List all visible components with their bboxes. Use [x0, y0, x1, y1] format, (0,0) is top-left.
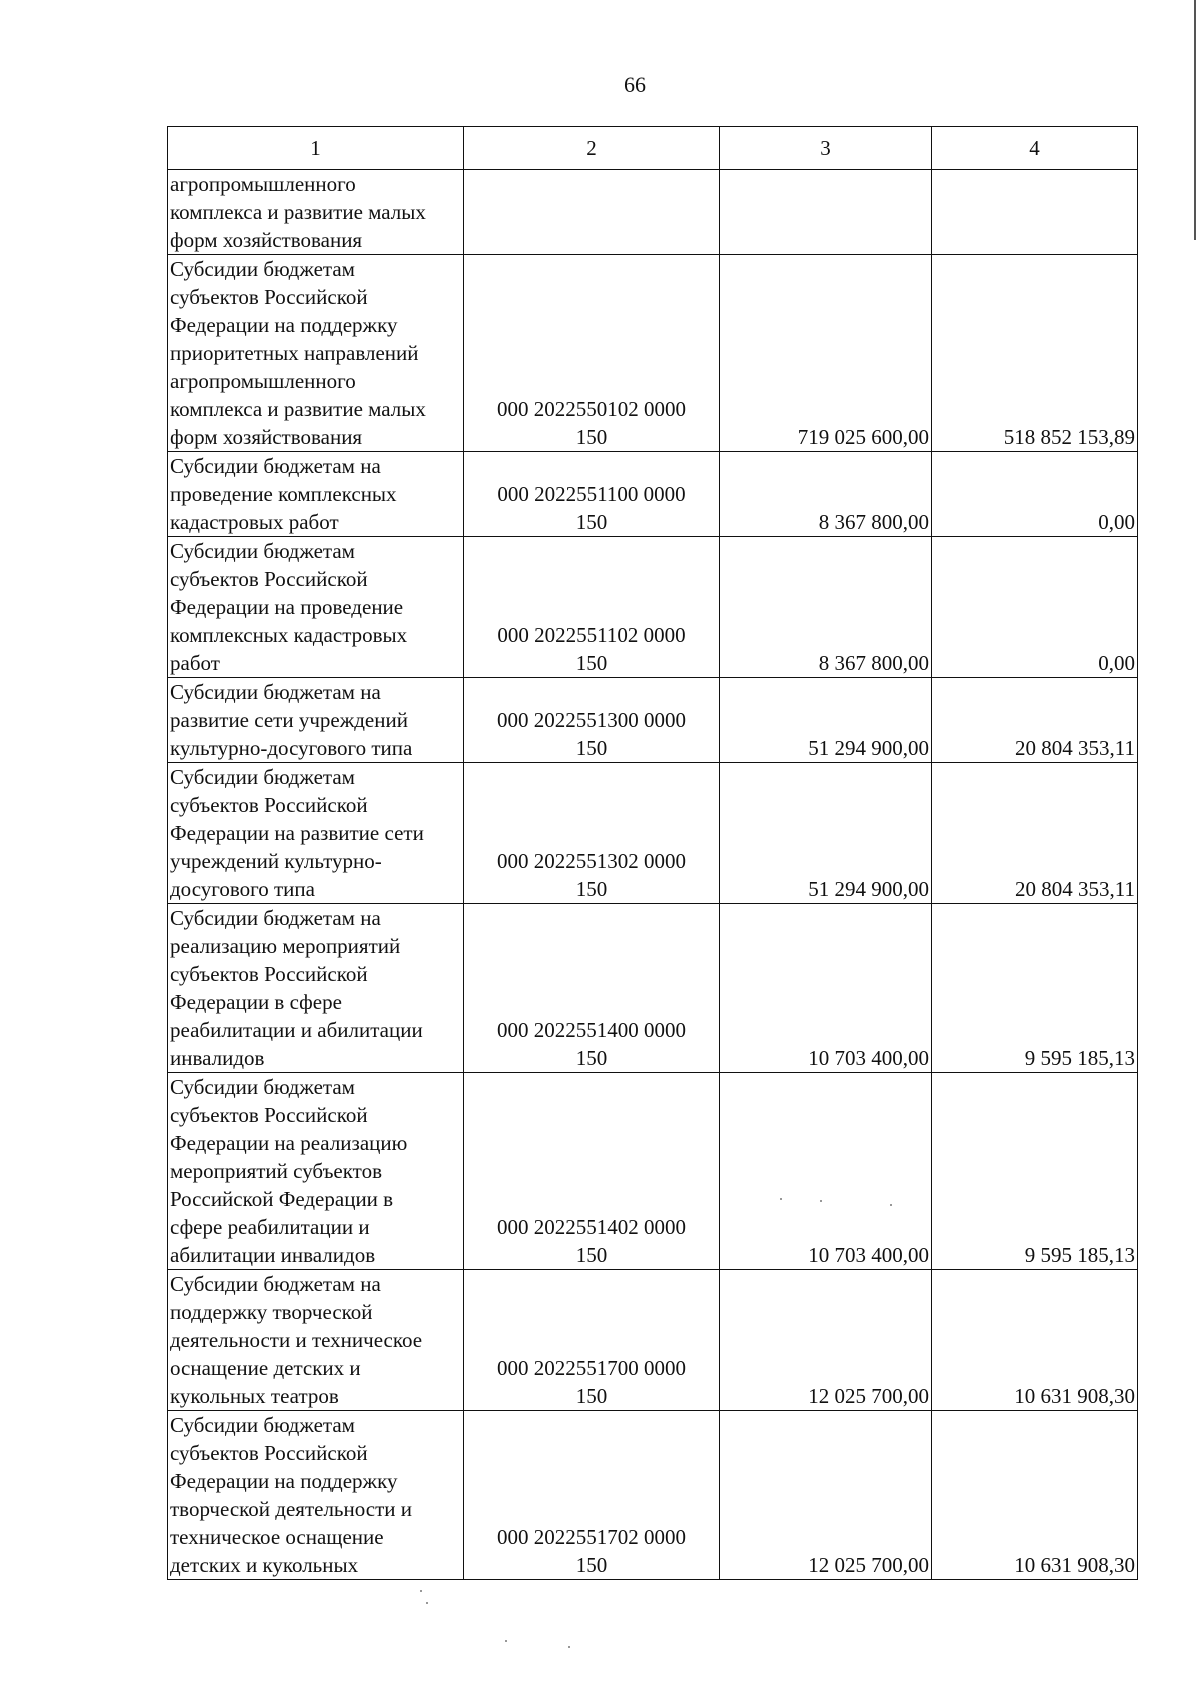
row-name-cell: Субсидии бюджетам на развитие сети учреждений культурно-досугового типа: [168, 678, 464, 763]
row-code-cell: 000 2022551400 0000 150: [464, 904, 720, 1073]
table-header-row: [168, 127, 1138, 170]
row-code-cell: 000 2022551702 0000 150: [464, 1411, 720, 1580]
row-fact-cell: 9 595 185,13: [932, 904, 1138, 1073]
header-cell-1: 1: [168, 127, 464, 170]
row-plan-cell: [720, 170, 932, 255]
row-code-cell: 000 2022550102 0000 150: [464, 255, 720, 452]
table-row: [168, 537, 1138, 678]
header-cell-2: 2: [464, 127, 720, 170]
row-fact-cell: 10 631 908,30: [932, 1411, 1138, 1580]
scan-edge-line: [1194, 0, 1196, 240]
row-code-cell: [464, 170, 720, 255]
table-row: [168, 678, 1138, 763]
table-row: [168, 255, 1138, 452]
table-row: [168, 904, 1138, 1073]
row-fact-cell: 9 595 185,13: [932, 1073, 1138, 1270]
table-row: [168, 170, 1138, 255]
row-plan-cell: 51 294 900,00: [720, 763, 932, 904]
row-name-cell: агропромышленного комплекса и развитие малых форм хозяйствования: [168, 170, 464, 255]
row-name-cell: Субсидии бюджетам на поддержку творческой деятельности и техническое оснащение детских и кукольных театров: [168, 1270, 464, 1411]
scan-speck: [426, 1602, 428, 1604]
row-code-cell: 000 2022551100 0000 150: [464, 452, 720, 537]
row-plan-cell: 10 703 400,00: [720, 1073, 932, 1270]
row-fact-cell: [932, 170, 1138, 255]
row-plan-cell: 51 294 900,00: [720, 678, 932, 763]
row-name-cell: Субсидии бюджетам субъектов Российской Федерации на поддержку приоритетных направлений агропромышленного комплекса и развитие малых форм хозяйствования: [168, 255, 464, 452]
row-plan-cell: 12 025 700,00: [720, 1270, 932, 1411]
scan-speck: [505, 1640, 507, 1642]
scan-speck: [890, 1204, 892, 1206]
row-code-cell: 000 2022551402 0000 150: [464, 1073, 720, 1270]
table-row: [168, 1411, 1138, 1580]
table-row: [168, 1073, 1138, 1270]
row-plan-cell: 8 367 800,00: [720, 452, 932, 537]
row-name-cell: Субсидии бюджетам субъектов Российской Федерации на реализацию мероприятий субъектов Российской Федерации в сфере реабилитации и абилитации инвалидов: [168, 1073, 464, 1270]
budget-table: [167, 126, 1138, 1580]
scan-speck: [820, 1200, 822, 1202]
row-fact-cell: 20 804 353,11: [932, 763, 1138, 904]
row-code-cell: 000 2022551302 0000 150: [464, 763, 720, 904]
table-row: [168, 763, 1138, 904]
row-plan-cell: 8 367 800,00: [720, 537, 932, 678]
row-fact-cell: 0,00: [932, 537, 1138, 678]
row-fact-cell: 20 804 353,11: [932, 678, 1138, 763]
row-code-cell: 000 2022551102 0000 150: [464, 537, 720, 678]
row-name-cell: Субсидии бюджетам субъектов Российской Федерации на поддержку творческой деятельности и техническое оснащение детских и кукольных: [168, 1411, 464, 1580]
row-fact-cell: 10 631 908,30: [932, 1270, 1138, 1411]
row-plan-cell: 10 703 400,00: [720, 904, 932, 1073]
header-cell-4: 4: [932, 127, 1138, 170]
row-code-cell: 000 2022551700 0000 150: [464, 1270, 720, 1411]
table-row: [168, 1270, 1138, 1411]
row-fact-cell: 0,00: [932, 452, 1138, 537]
scan-speck: [568, 1646, 570, 1648]
row-name-cell: Субсидии бюджетам субъектов Российской Федерации на развитие сети учреждений культурно- досугового типа: [168, 763, 464, 904]
header-cell-3: 3: [720, 127, 932, 170]
row-fact-cell: 518 852 153,89: [932, 255, 1138, 452]
scan-speck: [780, 1198, 782, 1200]
row-plan-cell: 719 025 600,00: [720, 255, 932, 452]
scan-speck: [420, 1590, 422, 1592]
table-row: [168, 452, 1138, 537]
page-number: 66: [624, 72, 646, 97]
row-name-cell: Субсидии бюджетам субъектов Российской Федерации на проведение комплексных кадастровых работ: [168, 537, 464, 678]
row-code-cell: 000 2022551300 0000 150: [464, 678, 720, 763]
row-plan-cell: 12 025 700,00: [720, 1411, 932, 1580]
row-name-cell: Субсидии бюджетам на реализацию мероприятий субъектов Российской Федерации в сфере реабилитации и абилитации инвалидов: [168, 904, 464, 1073]
row-name-cell: Субсидии бюджетам на проведение комплексных кадастровых работ: [168, 452, 464, 537]
